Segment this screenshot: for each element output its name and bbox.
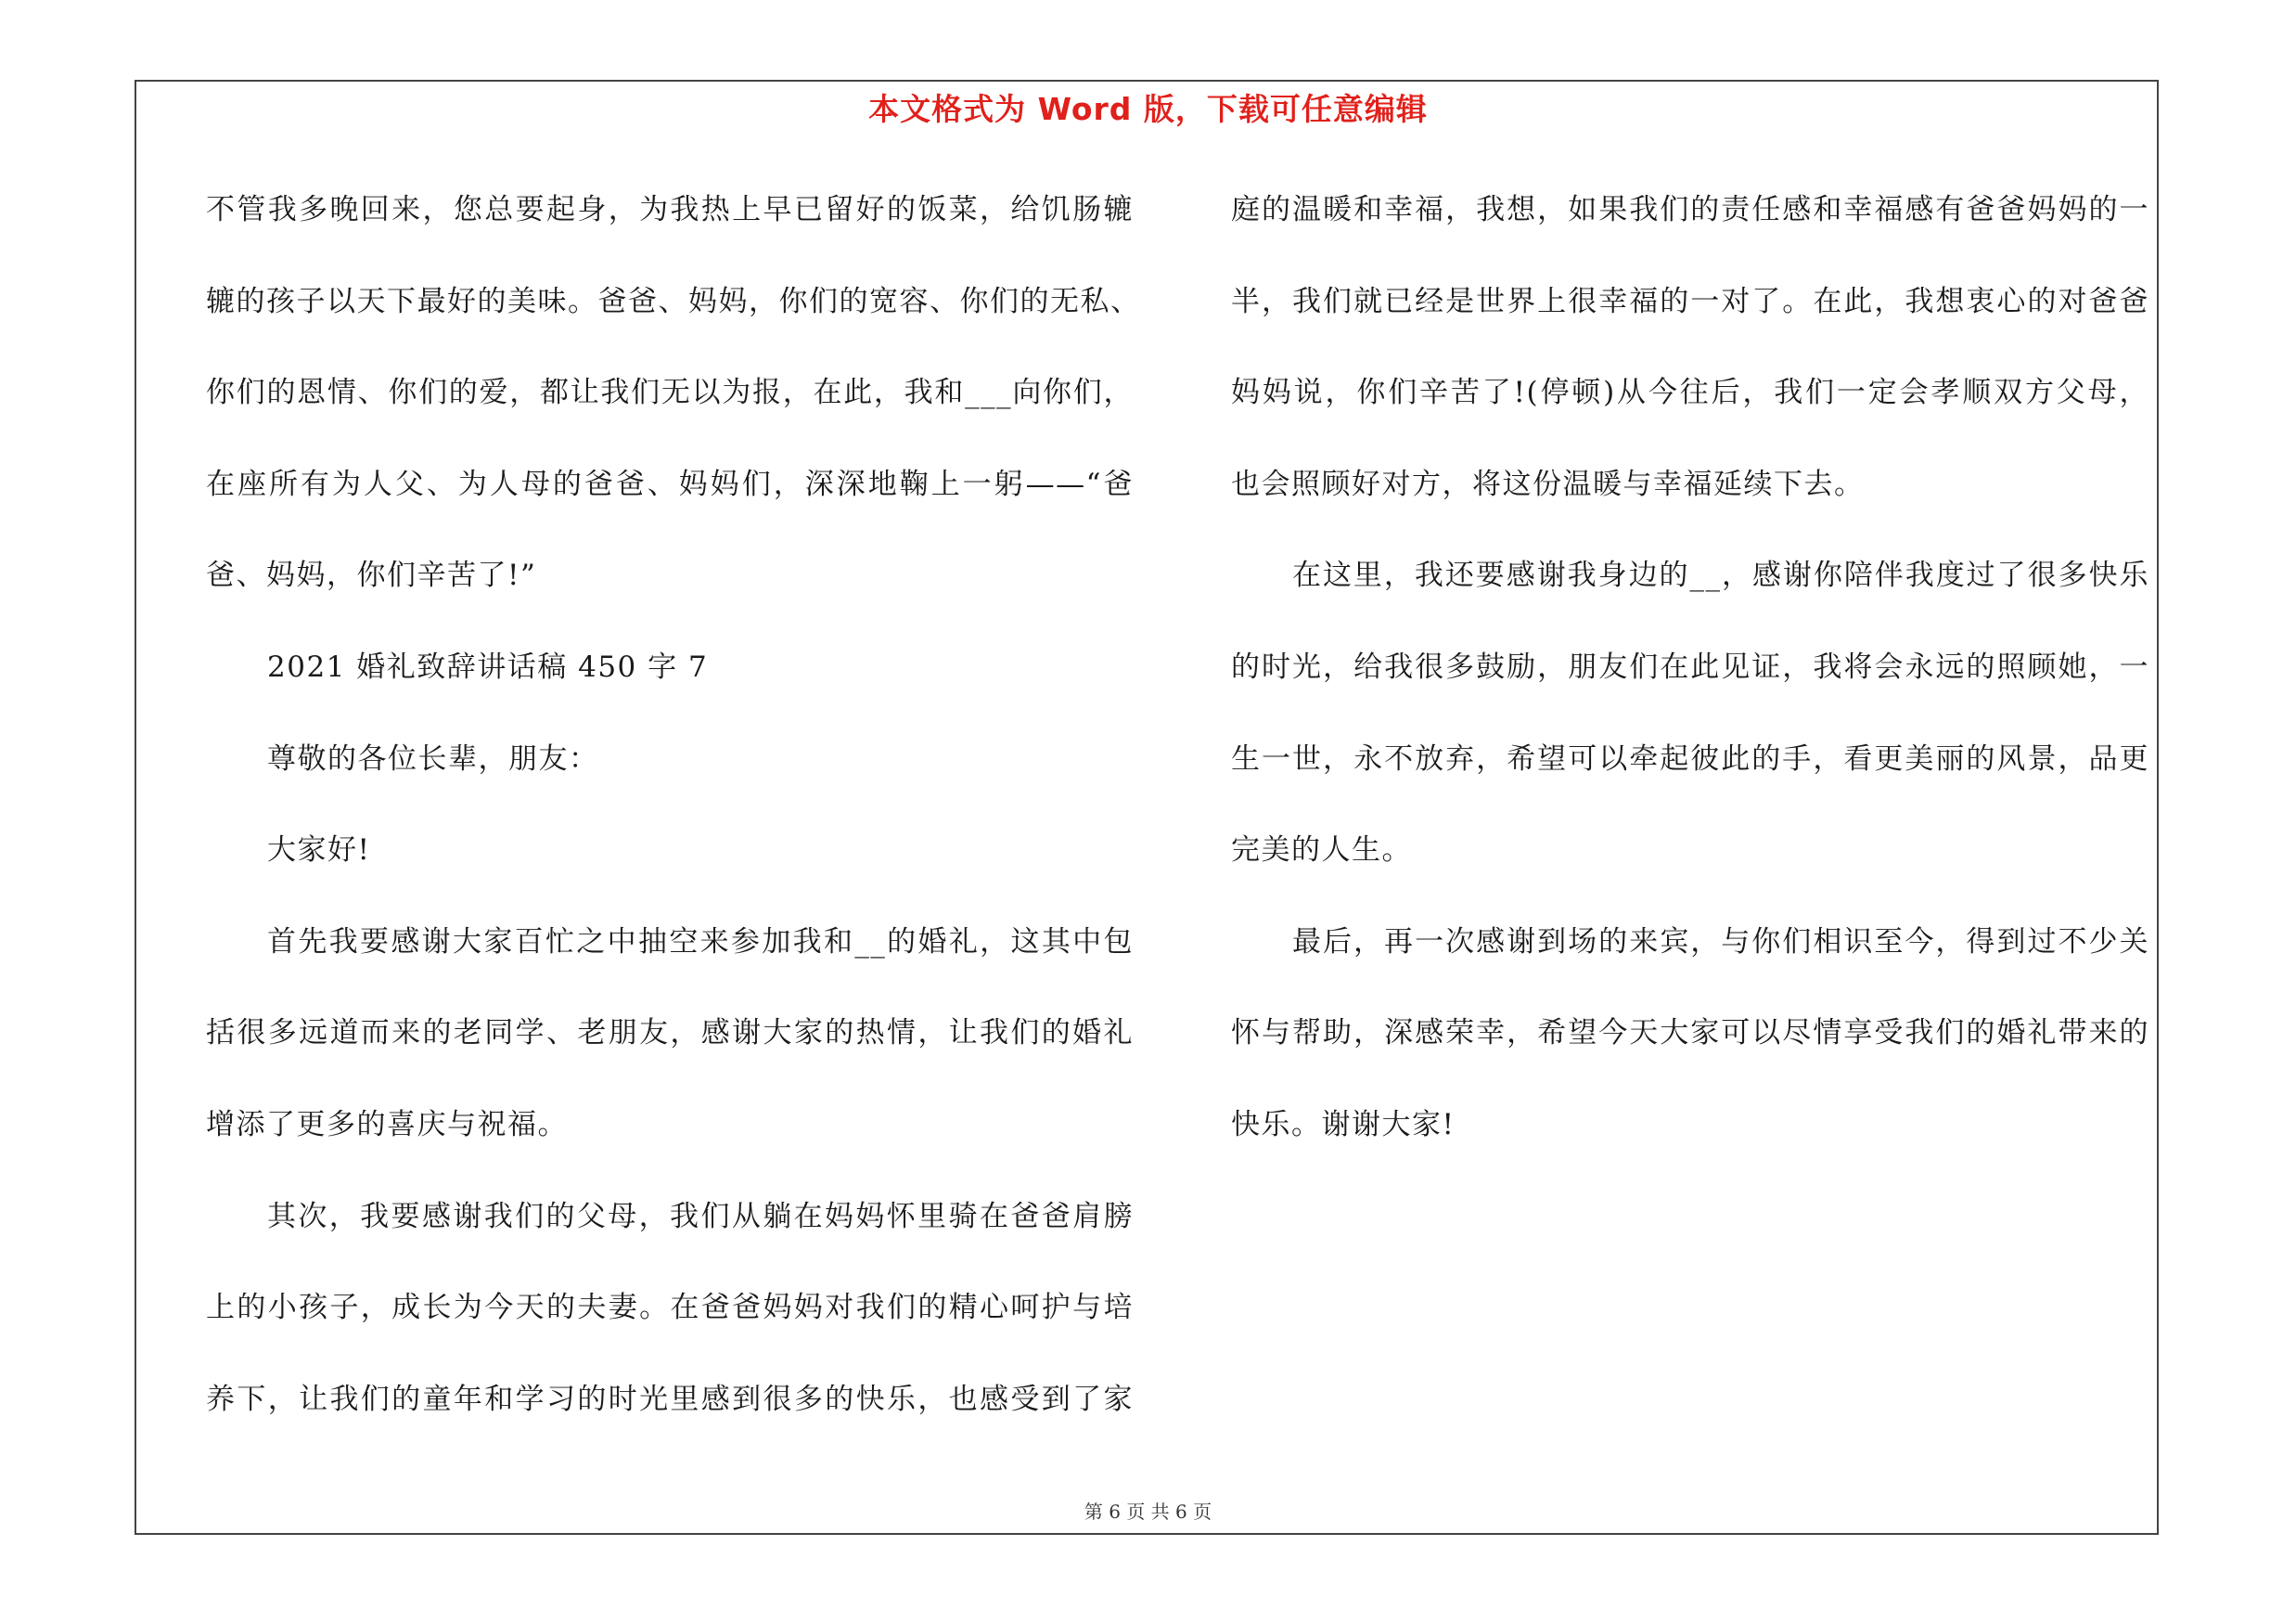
section-heading: 2021 婚礼致辞讲话稿 450 字 7 bbox=[267, 650, 709, 684]
text-line: 在这里，我还要感谢我身边的__，感谢你陪伴我度过了很多快乐 bbox=[1292, 559, 2149, 593]
text-line: 的时光，给我很多鼓励，朋友们在此见证，我将会永远的照顾她，一 bbox=[1231, 650, 2149, 684]
text-line: 生一世，永不放弃，希望可以牵起彼此的手，看更美丽的风景，品更 bbox=[1231, 741, 2149, 776]
text-line: 增添了更多的喜庆与祝福。 bbox=[206, 1107, 568, 1141]
text-line: 养下，让我们的童年和学习的时光里感到很多的快乐，也感受到了家 bbox=[206, 1382, 1134, 1416]
text-line: 你们的恩情、你们的爱，都让我们无以为报，在此，我和___向你们， bbox=[206, 376, 1134, 410]
text-line: 首先我要感谢大家百忙之中抽空来参加我和__的婚礼，这其中包 bbox=[267, 924, 1134, 959]
text-line: 爸、妈妈，你们辛苦了!” bbox=[206, 559, 537, 593]
text-line: 不管我多晚回来，您总要起身，为我热上早已留好的饭菜，给饥肠辘 bbox=[206, 193, 1134, 226]
salutation: 尊敬的各位长辈，朋友： bbox=[267, 741, 599, 776]
text-line: 其次，我要感谢我们的父母，我们从躺在妈妈怀里骑在爸爸肩膀 bbox=[267, 1199, 1134, 1233]
right-column bbox=[1231, 182, 2149, 1189]
page-number: 第 6 页 共 6 页 bbox=[1084, 1501, 1212, 1523]
text-line: 括很多远道而来的老同学、老朋友，感谢大家的热情，让我们的婚礼 bbox=[206, 1016, 1134, 1050]
text-line: 辘的孩子以天下最好的美味。爸爸、妈妈，你们的宽容、你们的无私、 bbox=[206, 284, 1141, 318]
left-column bbox=[206, 182, 1141, 1462]
text-line: 庭的温暖和幸福，我想，如果我们的责任感和幸福感有爸爸妈妈的一 bbox=[1231, 193, 2149, 226]
text-line: 在座所有为人父、为人母的爸爸、妈妈们，深深地鞠上一躬——“爸 bbox=[206, 467, 1134, 501]
text-line: 妈妈说，你们辛苦了!(停顿)从今往后，我们一定会孝顺双方父母， bbox=[1231, 376, 2149, 410]
text-line: 半，我们就已经是世界上很幸福的一对了。在此，我想衷心的对爸爸 bbox=[1231, 284, 2149, 318]
greeting: 大家好! bbox=[267, 833, 371, 868]
text-line: 上的小孩子，成长为今天的夫妻。在爸爸妈妈对我们的精心呵护与培 bbox=[206, 1291, 1134, 1325]
text-line: 完美的人生。 bbox=[1231, 833, 1412, 868]
text-line: 最后，再一次感谢到场的来宾，与你们相识至今，得到过不少关 bbox=[1292, 924, 2149, 959]
format-banner: 本文格式为 Word 版，下载可任意编辑 bbox=[868, 91, 1428, 127]
text-line: 也会照顾好对方，将这份温暖与幸福延续下去。 bbox=[1231, 467, 1865, 501]
text-line: 快乐。谢谢大家! bbox=[1231, 1107, 1456, 1141]
text-line: 怀与帮助，深感荣幸，希望今天大家可以尽情享受我们的婚礼带来的 bbox=[1231, 1016, 2149, 1050]
